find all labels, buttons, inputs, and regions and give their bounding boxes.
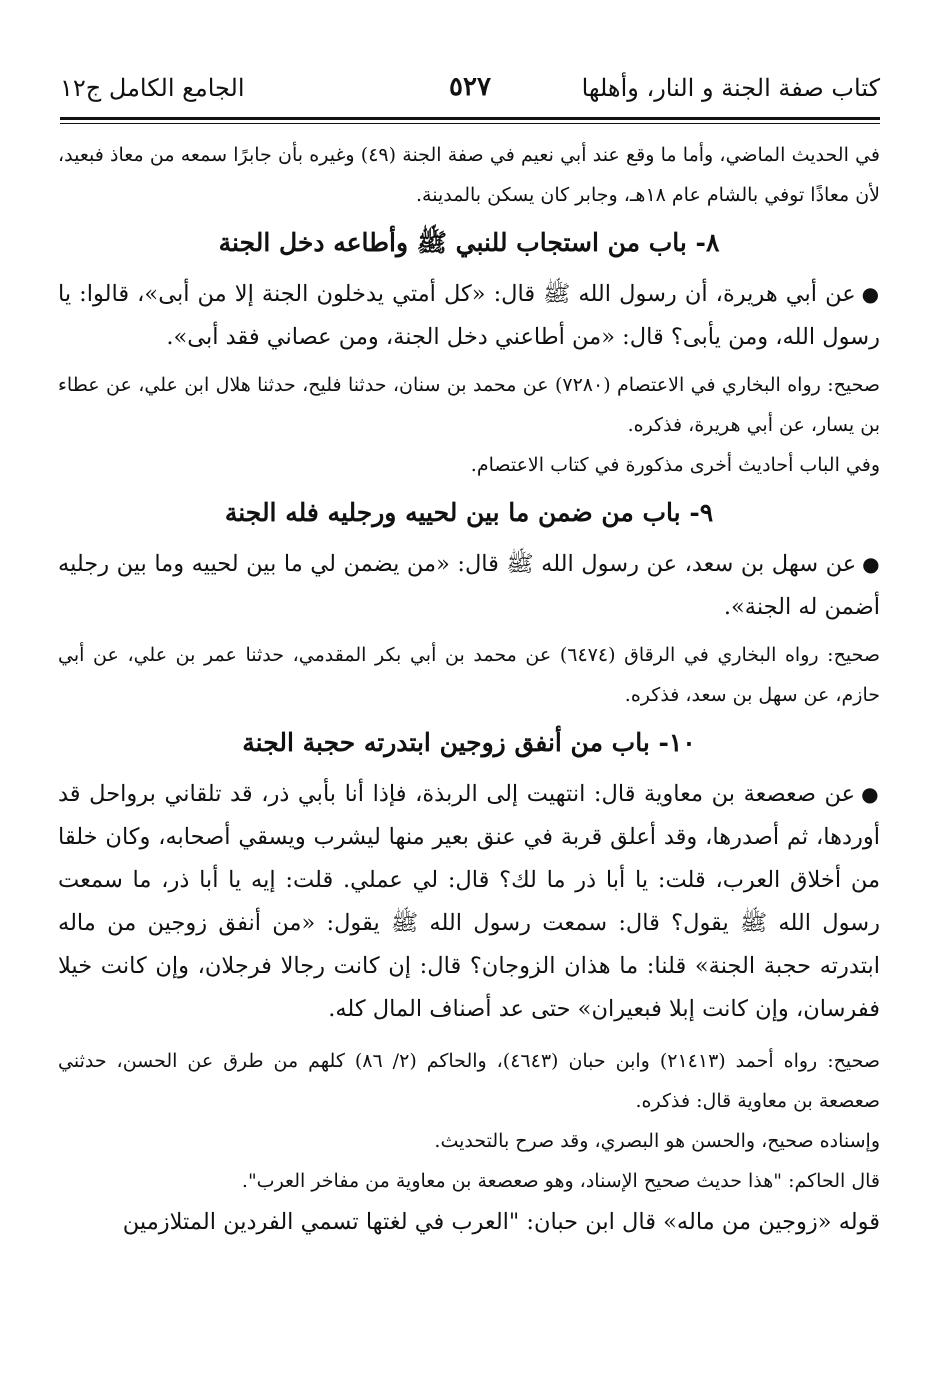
hadith-text: عن صعصعة بن معاوية قال: انتهيت إلى الربذة، فإذا أنا بأبي ذر، قد تلقاني برواحل قد أوردها، ثم أصدرها، وقد أعلق قربة في عنق بعير منها ليشرب ويسقي أصحابه، وكان خلقا من أخلاق العرب، قلت: يا أبا ذر ما لك؟ قال: لي عملي. قلت: إيه يا أبا ذر، ما سمعت رسول الله ﷺ يقول؟ قال: سمعت رسول الله ﷺ يقول: «من أنفق زوجين من ماله ابتدرته حجبة الجنة» قلنا: ما هذان الزوجان؟ قال: إن كانت رجالا فرجلان، وإن كانت خيلا ففرسان، وإن كانت إبلا فبعيران» حتى عد أصناف المال كله. (58, 781, 880, 1022)
footnote-paragraph: في الحديث الماضي، وأما ما وقع عند أبي نعيم في صفة الجنة (٤٩) وغيره بأن جابرًا سمعه من معاذ فبعيد، لأن معاذًا توفي بالشام عام ١٨هـ، وجابر كان يسكن بالمدينة. (58, 144, 880, 206)
section-heading: ٩- باب من ضمن ما بين لحييه ورجليه فله الجنة (224, 498, 714, 527)
bullet-icon: ● (862, 552, 880, 576)
hadith-text: عن أبي هريرة، أن رسول الله ﷺ قال: «كل أمتي يدخلون الجنة إلا من أبى»، قالوا: يا رسول الله، ومن يأبى؟ قال: «من أطاعني دخل الجنة، ومن عصاني فقد أبى». (58, 281, 880, 350)
hadith-paragraph (58, 773, 880, 1031)
section-heading: ١٠- باب من أنفق زوجين ابتدرته حجبة الجنة (242, 728, 696, 757)
bullet-icon: ● (861, 282, 881, 306)
hadith-paragraph (58, 273, 880, 359)
hadith-paragraph (58, 543, 880, 629)
book-title: الجامع الكامل ج١٢ (60, 74, 245, 102)
page-number: ٥٢٧ (449, 72, 491, 102)
commentary-paragraph: قوله «زوجين من ماله» قال ابن حبان: "العرب في لغتها تسمي الفردين المتلازمين (122, 1209, 880, 1235)
header-rule-thick (60, 117, 880, 120)
note-paragraph: قال الحاكم: "هذا حديث صحيح الإسناد، وهو صعصعة بن معاوية من مفاخر العرب". (241, 1170, 880, 1192)
bullet-icon: ● (861, 782, 880, 806)
page-header (60, 70, 880, 110)
chapter-title: كتاب صفة الجنة و النار، وأهلها (581, 74, 880, 102)
takhrij-paragraph: صحيح: رواه أحمد (٢١٤١٣) وابن حبان (٤٦٤٣)، والحاكم (٢/ ٨٦) كلهم من طرق عن الحسن، حدثني صعصعة بن معاوية قال: فذكره. (58, 1050, 880, 1112)
note-paragraph: وإسناده صحيح، والحسن هو البصري، وقد صرح بالتحديث. (434, 1130, 880, 1152)
section-heading: ٨- باب من استجاب للنبي ﷺ وأطاعه دخل الجنة (218, 228, 720, 257)
header-rule-thin (60, 123, 880, 124)
takhrij-paragraph: صحيح: رواه البخاري في الرقاق (٦٤٧٤) عن محمد بن أبي بكر المقدمي، حدثنا عمر بن علي، عن أبي حازم، عن سهل بن سعد، فذكره. (58, 644, 880, 706)
page-body (58, 135, 880, 1244)
hadith-text: عن سهل بن سعد، عن رسول الله ﷺ قال: «من يضمن لي ما بين لحييه وما بين رجليه أضمن له الجنة». (58, 551, 880, 620)
takhrij-paragraph: صحيح: رواه البخاري في الاعتصام (٧٢٨٠) عن محمد بن سنان، حدثنا فليح، حدثنا هلال ابن علي، عن عطاء بن يسار، عن أبي هريرة، فذكره. (58, 374, 880, 436)
note-paragraph: وفي الباب أحاديث أخرى مذكورة في كتاب الاعتصام. (470, 454, 880, 476)
